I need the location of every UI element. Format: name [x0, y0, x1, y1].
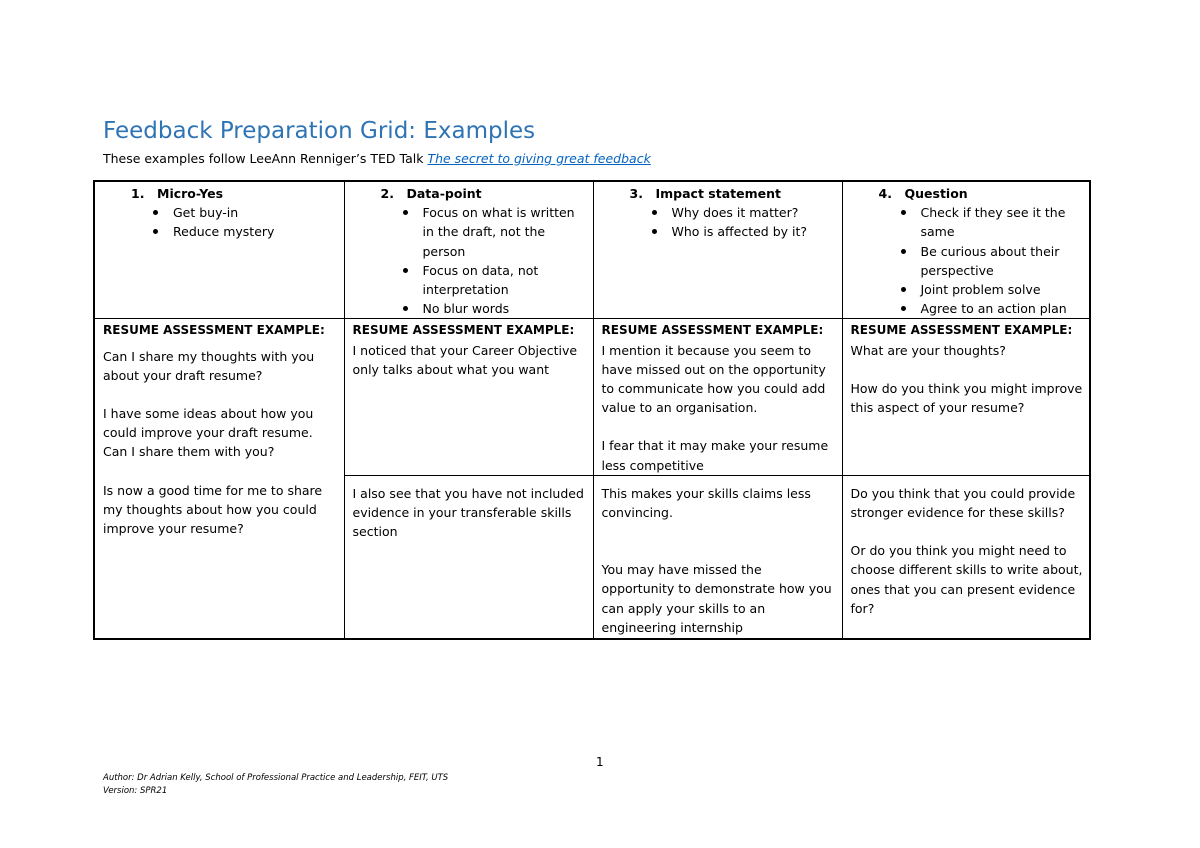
bullet-list — [103, 203, 338, 241]
feedback-grid — [93, 180, 1091, 640]
footer-version: Version: SPR21 — [103, 786, 168, 796]
header-cell-question — [842, 181, 1090, 319]
subtitle-text: These examples follow LeeAnn Renniger’s TED Talk — [103, 151, 428, 166]
ted-talk-link[interactable]: The secret to giving great feedback — [427, 151, 651, 166]
example-text: I mention it because you seem to have missed out on the opportunity to communicate how you could add value to an organisation. — [601, 342, 826, 416]
example-cell-data-point — [344, 319, 593, 475]
example-text: Can I share my thoughts with you about your draft resume? — [103, 348, 315, 383]
example-cell-impact — [593, 319, 842, 475]
list-item: Check if they see it the same — [921, 203, 1084, 241]
example-label: RESUME ASSESSMENT EXAMPLE: — [850, 323, 1073, 338]
list-item: Reduce mystery — [173, 222, 338, 241]
header-row — [94, 181, 1090, 319]
list-item: Who is affected by it? — [672, 222, 836, 241]
example-cell-micro-yes — [94, 319, 344, 639]
example-row — [94, 319, 1090, 475]
list-item: Why does it matter? — [672, 203, 836, 222]
header-cell-data-point — [344, 181, 593, 319]
subtitle — [103, 151, 651, 166]
list-item: Get buy-in — [173, 203, 338, 222]
example-label: RESUME ASSESSMENT EXAMPLE: — [352, 323, 575, 338]
example-text: Is now a good time for me to share my thoughts about how you could improve your resume? — [103, 482, 323, 537]
list-item: Focus on what is written in the draft, not the person — [423, 203, 587, 261]
column-heading: 4. Question — [878, 186, 968, 201]
list-item: Be curious about their perspective — [921, 242, 1084, 280]
example-text: I have some ideas about how you could improve your draft resume. Can I share them with you? — [103, 406, 314, 460]
page-number: 1 — [596, 755, 604, 769]
header-cell-micro-yes — [94, 181, 344, 319]
example-text: Do you think that you could provide stronger evidence for these skills? — [850, 485, 1076, 521]
example-text: This makes your skills claims less convincing. — [601, 485, 811, 521]
list-item: No blur words — [423, 299, 587, 318]
bullet-list — [851, 203, 1084, 318]
example-text: How do you think you might improve this aspect of your resume? — [850, 380, 1083, 416]
bullet-list — [602, 203, 836, 241]
page-title: Feedback Preparation Grid: Examples — [103, 118, 536, 144]
example-label: RESUME ASSESSMENT EXAMPLE: — [103, 323, 325, 338]
column-heading: 1. Micro-Yes — [131, 186, 224, 201]
example-text: I also see that you have not included evidence in your transferable skills section — [352, 485, 584, 540]
followup-cell-data-point — [344, 475, 593, 639]
followup-cell-question — [842, 475, 1090, 639]
example-cell-question — [842, 319, 1090, 475]
example-text: What are your thoughts? — [850, 342, 1006, 358]
column-heading: 2. Data-point — [380, 186, 482, 201]
bullet-list — [353, 203, 587, 318]
example-text: You may have missed the opportunity to demonstrate how you can apply your skills to an engineering internship — [601, 562, 832, 635]
example-text: I fear that it may make your resume less competitive — [601, 438, 829, 473]
example-text: Or do you think you might need to choose different skills to write about, ones that you can present evidence for? — [850, 543, 1083, 616]
footer-author: Author: Dr Adrian Kelly, School of Professional Practice and Leadership, FEIT, UTS — [103, 773, 449, 783]
header-cell-impact-statement — [593, 181, 842, 319]
column-heading: 3. Impact statement — [629, 186, 781, 201]
example-label: RESUME ASSESSMENT EXAMPLE: — [601, 323, 824, 338]
followup-cell-impact — [593, 475, 842, 639]
example-text: I noticed that your Career Objective only talks about what you want — [352, 342, 578, 377]
list-item: Joint problem solve — [921, 280, 1084, 299]
list-item: Agree to an action plan — [921, 299, 1084, 318]
list-item: Focus on data, not interpretation — [423, 261, 587, 299]
